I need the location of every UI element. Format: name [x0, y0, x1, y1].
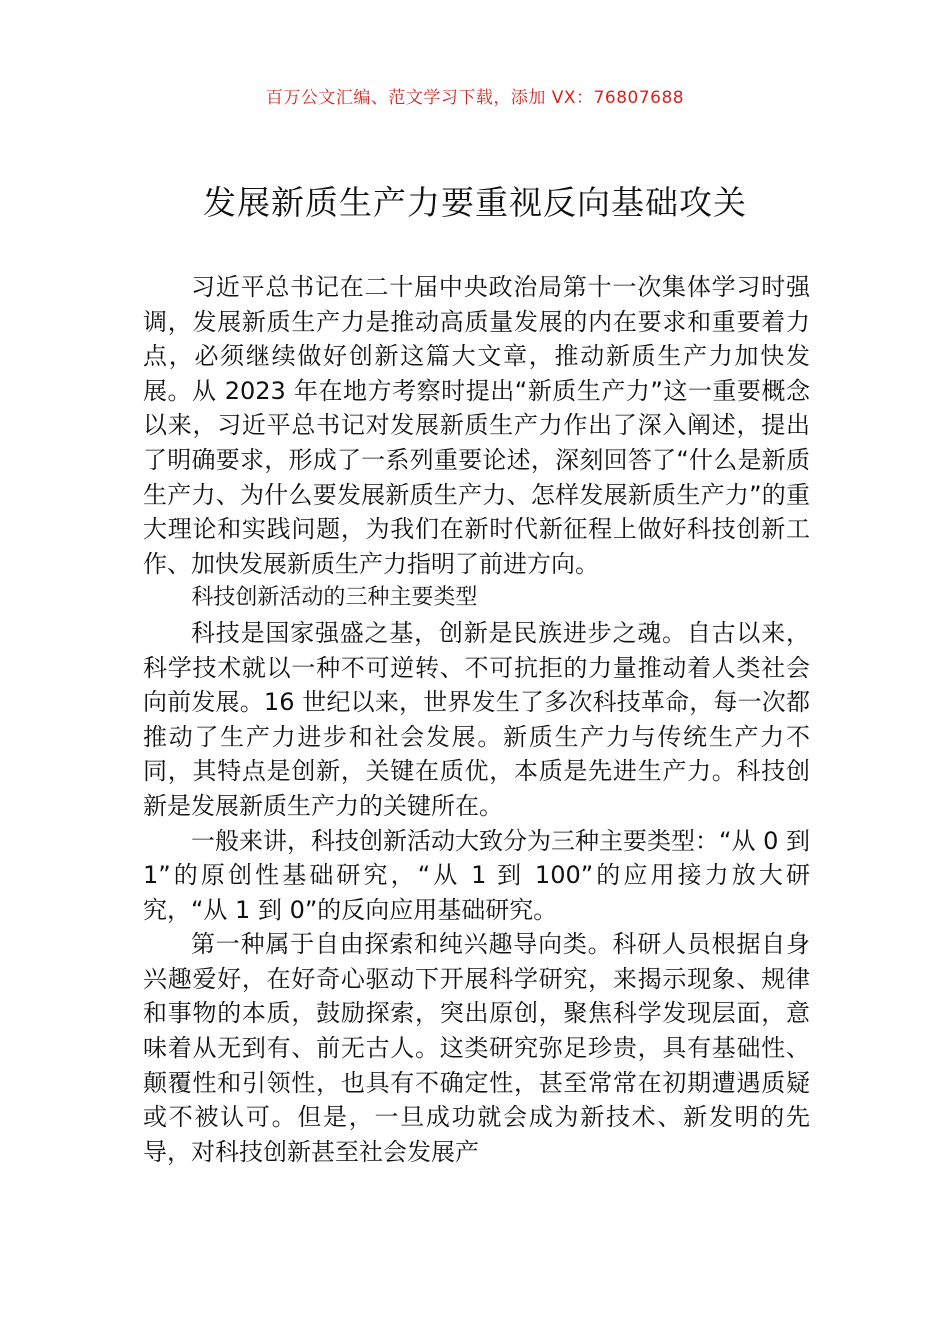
promo-header-note: 百万公文汇编、范文学习下载，添加 VX：76807688	[265, 88, 685, 108]
document-title: 发展新质生产力要重视反向基础攻关	[203, 183, 747, 222]
paragraph-tech-foundation: 科技是国家强盛之基，创新是民族进步之魂。自古以来，科学技术就以一种不可逆转、不可抗拒的力量推动着人类社会向前发展。16 世纪以来，世界发生了多次科技革命，每一次都推动了生产力进步和社会发展。新质生产力与传统生产力不同，其特点是创新，关键在质优，本质是先进生产力。科技创新是发展新质生产力的关键所在。	[143, 618, 810, 820]
paragraph-intro: 习近平总书记在二十届中央政治局第十一次集体学习时强调，发展新质生产力是推动高质量发展的内在要求和重要着力点，必须继续做好创新这篇大文章，推动新质生产力加快发展。从 2023 年在地方考察时提出“新质生产力”这一重要概念以来，习近平总书记对发展新质生产力作出了深入阐述，提出了明确要求，形成了一系列重要论述，深刻回答了“什么是新质生产力、为什么要发展新质生产力、怎样发展新质生产力”的重大理论和实践问题，为我们在新时代新征程上做好科技创新工作、加快发展新质生产力指明了前进方向。	[143, 273, 810, 578]
paragraph-three-types: 一般来讲，科技创新活动大致分为三种主要类型：“从 0 到 1”的原创性基础研究，“从 1 到 100”的应用接力放大研究，“从 1 到 0”的反向应用基础研究。	[143, 826, 810, 924]
document-body	[143, 270, 810, 1169]
paragraph-first-type: 第一种属于自由探索和纯兴趣导向类。科研人员根据自身兴趣爱好，在好奇心驱动下开展科学研究，来揭示现象、规律和事物的本质，鼓励探索，突出原创，聚焦科学发现层面，意味着从无到有、前无古人。这类研究弥足珍贵，具有基础性、颠覆性和引领性，也具有不确定性，甚至常常在初期遭遇质疑或不被认可。但是，一旦成功就会成为新技术、新发明的先导，对科技创新甚至社会发展产	[143, 930, 810, 1166]
section-heading: 科技创新活动的三种主要类型	[191, 585, 478, 611]
